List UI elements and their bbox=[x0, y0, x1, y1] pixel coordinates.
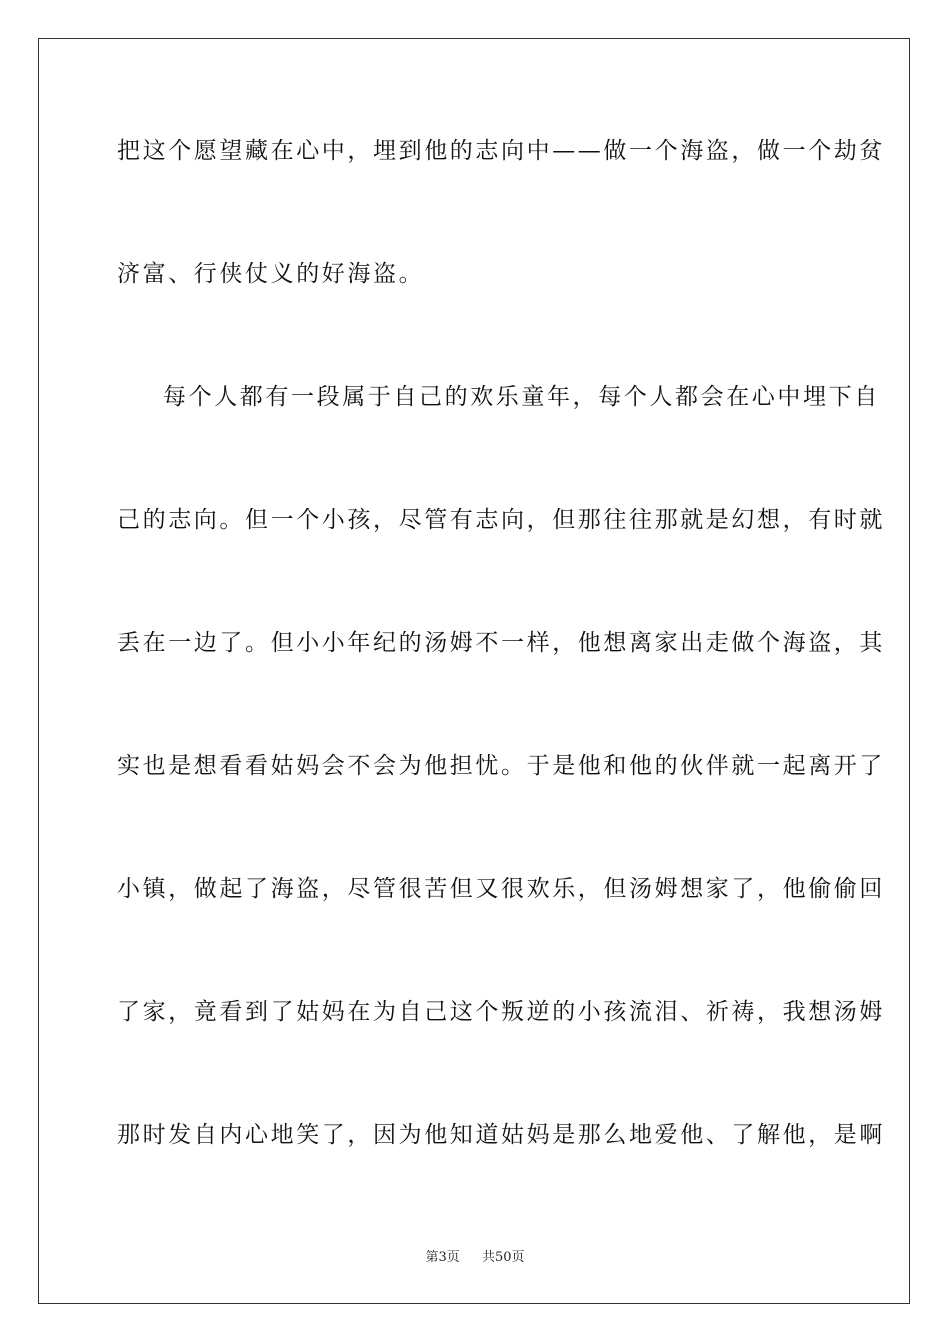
text-line-1: 把这个愿望藏在心中，埋到他的志向中——做一个海盗，做一个劫贫 bbox=[117, 138, 885, 164]
text-line-9: 那时发自内心地笑了，因为他知道姑妈是那么地爱他、了解他，是啊 bbox=[117, 1122, 885, 1148]
page-footer bbox=[0, 1246, 950, 1265]
text-line-6: 实也是想看看姑妈会不会为他担忧。于是他和他的伙伴就一起离开了 bbox=[117, 753, 885, 779]
text-line-2: 济富、行侠仗义的好海盗。 bbox=[117, 261, 425, 287]
page-total: 共50页 bbox=[482, 1250, 525, 1265]
page-number: 第3页 bbox=[425, 1250, 460, 1265]
text-line-3: 每个人都有一段属于自己的欢乐童年，每个人都会在心中埋下自 bbox=[163, 384, 880, 410]
text-line-5: 丢在一边了。但小小年纪的汤姆不一样，他想离家出走做个海盗，其 bbox=[117, 630, 885, 656]
text-line-4: 己的志向。但一个小孩，尽管有志向，但那往往那就是幻想，有时就 bbox=[117, 507, 885, 533]
text-line-7: 小镇，做起了海盗，尽管很苦但又很欢乐，但汤姆想家了，他偷偷回 bbox=[117, 876, 885, 902]
text-line-8: 了家，竟看到了姑妈在为自己这个叛逆的小孩流泪、祈祷，我想汤姆 bbox=[117, 999, 885, 1025]
document-body bbox=[117, 128, 885, 1235]
